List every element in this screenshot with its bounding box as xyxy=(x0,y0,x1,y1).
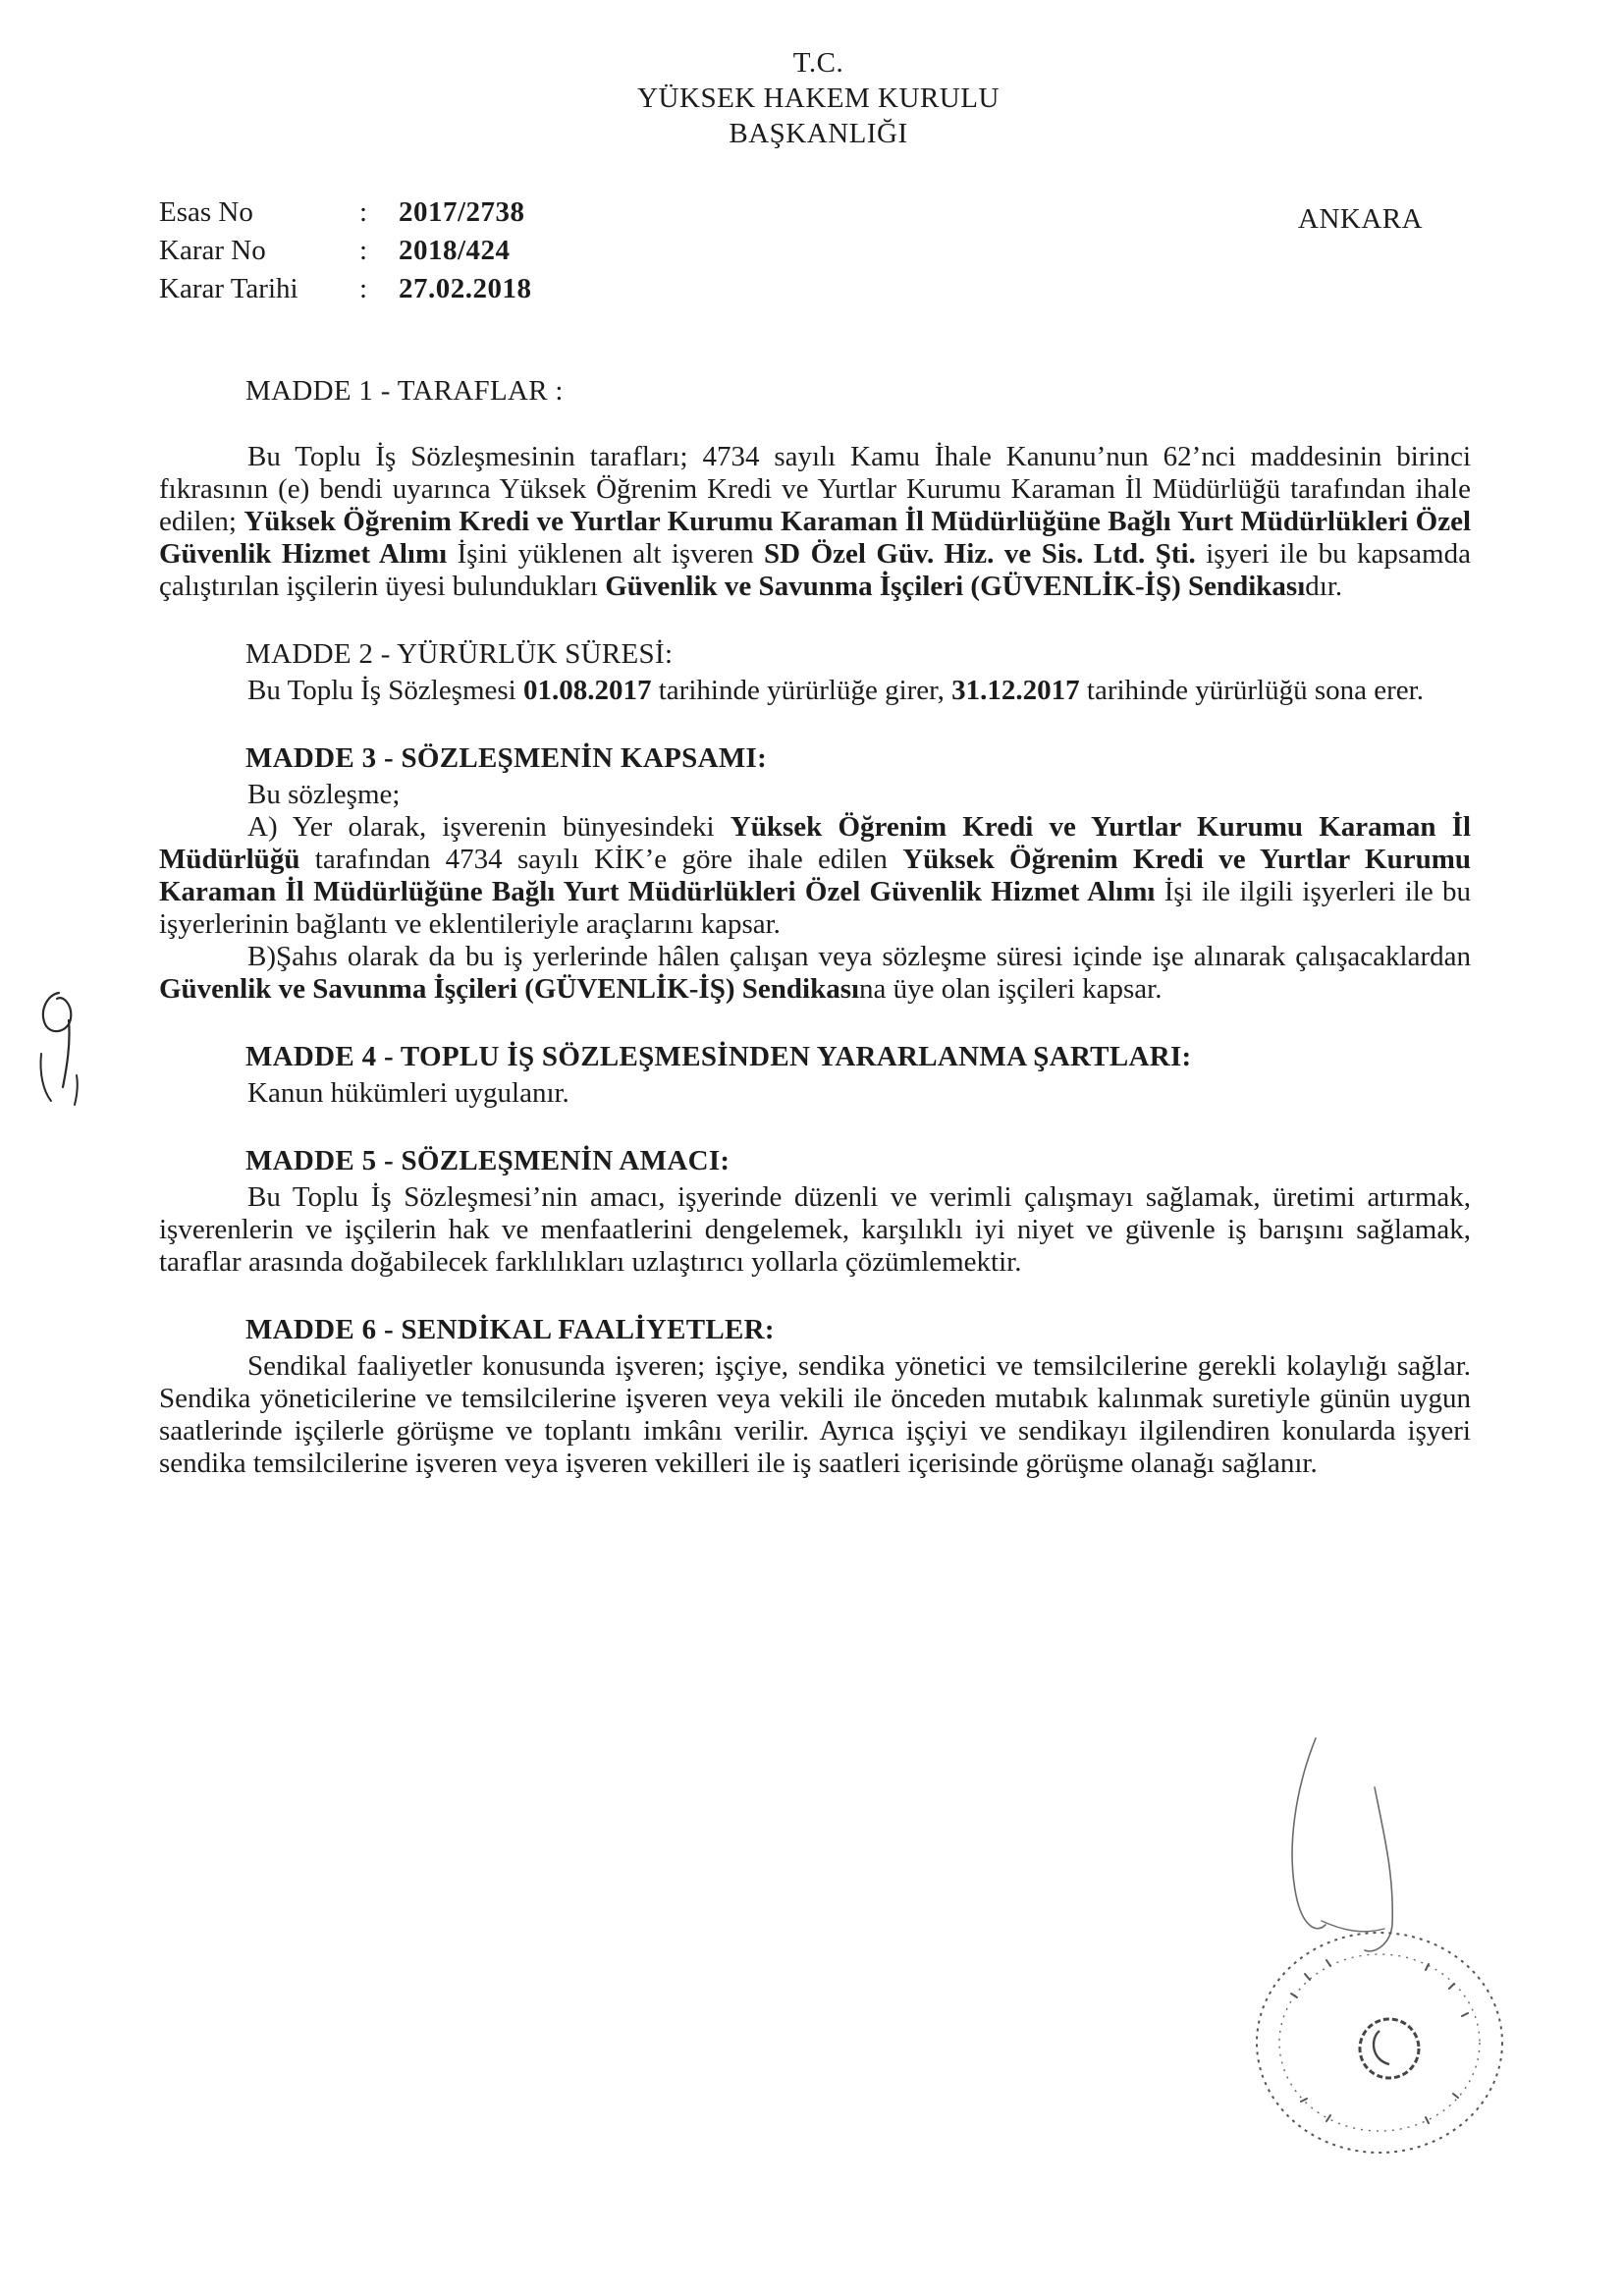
madde-6-heading: MADDE 6 - SENDİKAL FAALİYETLER: xyxy=(245,1314,775,1345)
madde-3-a-text-3: İşi ile ilgili işyerleri ile bu işyerlerinin bağlantı ve eklentileriyle araçlarını kapsar. xyxy=(159,876,1471,940)
madde-3-b-bold-1: Güvenlik ve Savunma İşçileri (GÜVENLİK-İŞ) Sendikası xyxy=(159,973,860,1005)
tarih-value: 27.02.2018 xyxy=(399,273,532,304)
karar-value: 2018/424 xyxy=(399,235,511,266)
madde-3-clause-b xyxy=(159,941,1471,1006)
madde-3-b-text-1: B)Şahıs olarak da bu iş yerlerinde hâlen çalışan veya sözleşme süresi içinde işe alınarak çalışacaklardan xyxy=(247,941,1471,972)
header-presidency: BAŞKANLIĞI xyxy=(729,118,908,149)
madde-3-a-bold-1: Yüksek Öğrenim Kredi ve Yurtlar Kurumu Karaman İl Müdürlüğü xyxy=(159,811,1471,875)
esas-value: 2017/2738 xyxy=(399,196,525,228)
madde-2-text-2: tarihinde yürürlüğe girer, xyxy=(651,675,952,706)
madde-3 xyxy=(159,742,1471,1006)
city-label: ANKARA xyxy=(1298,203,1424,235)
karar-row xyxy=(159,232,532,270)
document-header xyxy=(0,45,1623,151)
madde-5 xyxy=(159,1145,1471,1279)
madde-3-heading: MADDE 3 - SÖZLEŞMENİN KAPSAMI: xyxy=(245,742,768,774)
madde-1-bold-2: SD Özel Güv. Hiz. ve Sis. Ltd. Şti. xyxy=(764,538,1196,570)
madde-1 xyxy=(159,375,1471,603)
madde-3-intro: Bu sözleşme; xyxy=(247,779,401,810)
madde-5-heading: MADDE 5 - SÖZLEŞMENİN AMACI: xyxy=(245,1145,730,1176)
madde-1-text-4: dır. xyxy=(1305,571,1343,602)
karar-colon: : xyxy=(359,235,368,266)
madde-1-text-3: işyeri ile bu kapsamda çalıştırılan işçilerin üyesi bulundukları xyxy=(159,538,1471,602)
tarih-label: Karar Tarihi xyxy=(159,273,298,304)
madde-2-paragraph xyxy=(159,675,1471,707)
madde-2-end-date: 31.12.2017 xyxy=(951,675,1080,706)
esas-row xyxy=(159,193,532,232)
official-stamp-icon xyxy=(1232,1905,1556,2160)
madde-1-text-2: İşini yüklenen alt işveren xyxy=(447,538,765,570)
esas-colon: : xyxy=(359,196,368,228)
madde-2 xyxy=(159,638,1471,707)
madde-3-clause-a xyxy=(159,811,1471,941)
madde-1-bold-3: Güvenlik ve Savunma İşçileri (GÜVENLİK-İŞ) Sendikası xyxy=(605,571,1306,602)
madde-3-a-text-1: A) Yer olarak, işverenin bünyesindeki xyxy=(247,811,730,843)
madde-1-bold-1: Yüksek Öğrenim Kredi ve Yurtlar Kurumu Karaman İl Müdürlüğüne Bağlı Yurt Müdürlükleri Özel Güvenlik Hizmet Alımı xyxy=(159,506,1471,570)
madde-2-start-date: 01.08.2017 xyxy=(523,675,652,706)
madde-2-heading: MADDE 2 - YÜRÜRLÜK SÜRESİ: xyxy=(245,638,674,670)
madde-3-a-text-2: tarafından 4734 sayılı KİK’e göre ihale edilen xyxy=(299,844,903,875)
madde-2-text-1: Bu Toplu İş Sözleşmesi xyxy=(247,675,523,706)
madde-3-a-bold-2: Yüksek Öğrenim Kredi ve Yurtlar Kurumu Karaman İl Müdürlüğüne Bağlı Yurt Müdürlükleri Özel Güvenlik Hizmet Alımı xyxy=(159,844,1471,907)
esas-label: Esas No xyxy=(159,196,253,228)
madde-1-text-1: Bu Toplu İş Sözleşmesinin tarafları; 4734 sayılı Kamu İhale Kanunu’nun 62’nci maddesinin birinci fıkrasının (e) bendi uyarınca Yüksek Öğrenim Kredi ve Yurtlar Kurumu Karaman İl Müdürlüğü tarafından ihale edilen; xyxy=(159,441,1471,537)
tarih-row xyxy=(159,270,532,308)
document-body xyxy=(159,375,1471,1515)
madde-6-paragraph: Sendikal faaliyetler konusunda işveren; işçiye, sendika yönetici ve temsilcilerine gerekli kolaylığı sağlar. Sendika yöneticilerine ve temsilcilerine işveren veya vekili ile önceden mutabık kalınmak suretiyle günün uygun saatlerinde işçilerle görüşme ve toplantı imkânı verilir. Ayrıca işçiyi ve sendikayı ilgilendiren konularda işyeri sendika temsilcilerine işveren veya işveren vekilleri ile iş saatleri içerisinde görüşme olanağı sağlanır. xyxy=(159,1350,1471,1479)
madde-2-text-3: tarihinde yürürlüğü sona erer. xyxy=(1079,675,1424,706)
madde-6 xyxy=(159,1314,1471,1480)
madde-4-paragraph: Kanun hükümleri uygulanır. xyxy=(247,1077,569,1109)
karar-label: Karar No xyxy=(159,235,266,266)
madde-5-paragraph: Bu Toplu İş Sözleşmesi’nin amacı, işyerinde düzenli ve verimli çalışmayı sağlamak, üretimi artırmak, işverenlerin ve işçilerin hak ve menfaatlerini dengelemek, karşılıklı iyi niyet ve güvenle iş barışını sağlamak, taraflar arasında doğabilecek farklılıkları uzlaştırıcı yollarla çözümlemektir. xyxy=(159,1181,1471,1278)
handwritten-margin-mark-icon xyxy=(29,985,88,1113)
madde-4-heading: MADDE 4 - TOPLU İŞ SÖZLEŞMESİNDEN YARARLANMA ŞARTLARI: xyxy=(245,1041,1192,1072)
header-tc: T.C. xyxy=(792,47,844,79)
madde-1-heading: MADDE 1 - TARAFLAR : xyxy=(245,375,564,407)
header-institution: YÜKSEK HAKEM KURULU xyxy=(637,82,1000,114)
case-metadata xyxy=(159,193,532,308)
madde-3-b-text-2: na üye olan işçileri kapsar. xyxy=(859,973,1163,1005)
madde-4 xyxy=(159,1041,1471,1110)
tarih-colon: : xyxy=(359,273,368,304)
madde-1-paragraph xyxy=(159,441,1471,603)
